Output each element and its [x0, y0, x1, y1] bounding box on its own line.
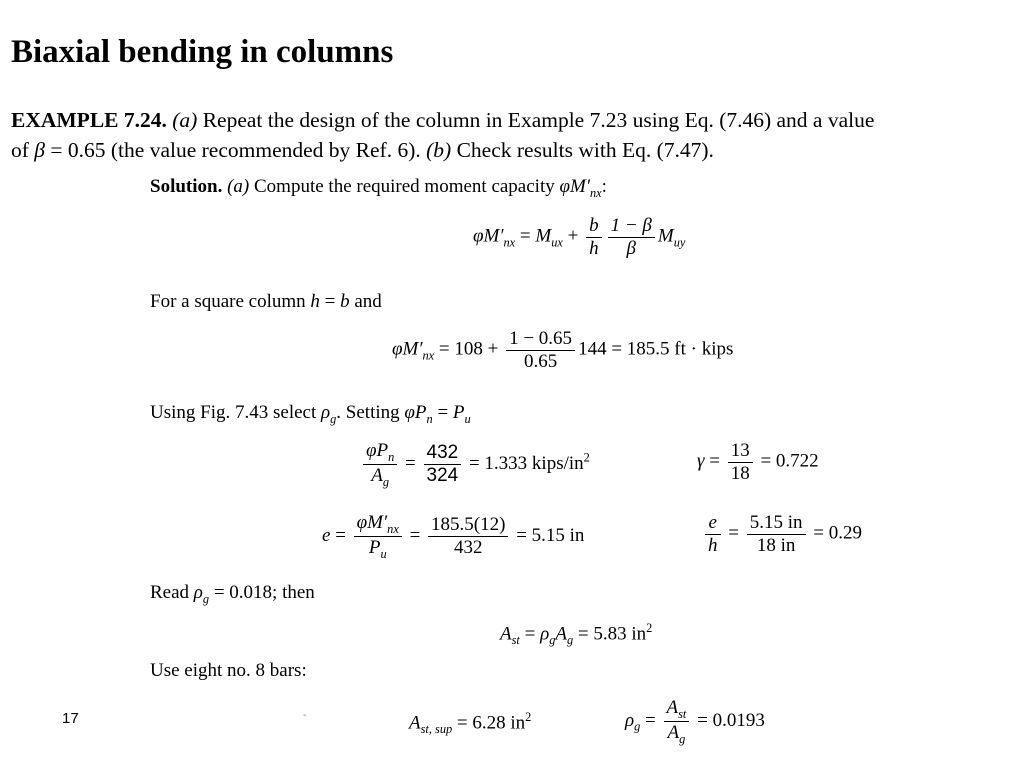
eq5-ag-sub: g: [566, 633, 574, 648]
eq4-den3: 18 in: [756, 534, 796, 556]
fraction-phi-pn-over-ag: [363, 440, 397, 489]
using-pu-sub: u: [464, 411, 471, 426]
example-part-a: (a): [172, 108, 198, 132]
eq6-num: A: [666, 697, 679, 718]
eq4-result: = 5.15 in: [511, 524, 585, 546]
eq5-a: A: [500, 623, 512, 645]
eq6-den-sub: g: [679, 731, 686, 746]
square-text2: and: [349, 291, 382, 312]
eq3-result: = 1.333 kips/in: [464, 452, 584, 474]
fraction-b-over-h: [586, 215, 602, 260]
equation-gamma: [697, 440, 819, 485]
equation-steel-supplied: [409, 710, 531, 737]
eq4-e: e: [322, 524, 331, 546]
solution-phi-m: φM′: [559, 176, 590, 197]
eq2-lhs-sub: nx: [422, 348, 435, 363]
eq4-den1-wrap: [354, 537, 402, 561]
eq6-result2: = 0.0193: [692, 709, 765, 731]
solution-label: Solution.: [150, 176, 223, 197]
gamma-result: = 0.722: [755, 450, 819, 472]
eq6-result-sup: 2: [525, 710, 532, 724]
equation-rho-supplied: [625, 697, 765, 746]
using-phi-p: φP: [404, 402, 427, 423]
using-equals: =: [432, 402, 453, 423]
eq2-result: 144 = 185.5 ft · kips: [578, 338, 734, 360]
eq3-num2: 432: [424, 442, 462, 465]
using-pu: P: [452, 402, 465, 423]
square-h: h: [310, 291, 320, 312]
equation-stress: [360, 440, 590, 489]
eq5-eq: =: [519, 623, 541, 645]
eq1-mux-sub: ux: [551, 235, 563, 250]
eq3-num1: φP: [366, 440, 389, 461]
eq6-den: A: [667, 721, 680, 743]
gamma-symbol: γ: [697, 450, 705, 472]
solution-phi-m-sub: nx: [589, 185, 602, 200]
fraction-one-minus-beta: [608, 215, 655, 260]
eq2-num: 1 − 0.65: [506, 328, 575, 351]
example-line1-text: Repeat the design of the column in Example 7.23 using Eq. (7.46) and a value: [197, 108, 875, 132]
fraction-432-over-324: [424, 442, 462, 487]
eq5-ag: A: [555, 623, 567, 645]
eq4-eq1: =: [330, 524, 351, 546]
eq5-result-sup: 2: [646, 621, 653, 635]
fraction-ast-over-ag: [664, 697, 690, 746]
gamma-num: 13: [728, 440, 753, 463]
read-text1: Read: [150, 582, 194, 603]
eq5-result: = 5.83 in: [573, 623, 647, 645]
eq6-a-sub: st, sup: [420, 722, 453, 737]
eq3-den1-sub: g: [382, 474, 390, 489]
eq4-num1-sub: nx: [387, 521, 399, 536]
eq6-eq: =: [640, 709, 661, 731]
using-text2: . Setting: [336, 402, 405, 423]
eq1-muy-sub: uy: [673, 235, 686, 250]
example-line-2: [11, 138, 714, 163]
eq3-eq: =: [400, 452, 421, 474]
eq4-den2: 432: [453, 536, 483, 558]
fraction-phi-mnx-over-pu: [354, 512, 402, 561]
eq5-rho-sub: g: [549, 633, 556, 648]
eq6-rho-sub: g: [634, 719, 641, 734]
example-part-b: (b): [426, 138, 452, 162]
solution-text: Compute the required moment capacity: [249, 176, 560, 197]
eq1-muy: M: [657, 225, 674, 247]
eq4-eq3: =: [723, 522, 744, 544]
equation-e-over-h: [702, 512, 862, 557]
frac-one-minus-beta: 1 − β: [608, 215, 655, 238]
using-rho: ρ: [321, 402, 331, 423]
read-rho: ρ: [193, 582, 203, 603]
eq4-den1: P: [368, 536, 381, 558]
eq4-result2: = 0.29: [808, 522, 862, 544]
eq4-num2: 185.5(12): [428, 514, 508, 537]
eq3-den2: 324: [426, 464, 459, 486]
beta-symbol: β: [34, 138, 46, 162]
eq4-e2: e: [705, 512, 721, 535]
eq6-num-sub: st: [678, 706, 687, 721]
equation-moment-value: [392, 328, 733, 373]
fraction-e-over-h: [705, 512, 721, 557]
fraction-515-over-18: [747, 512, 806, 557]
square-b: b: [340, 291, 350, 312]
gamma-den: 18: [730, 462, 750, 484]
footer-mark: -: [303, 710, 307, 721]
example-label: EXAMPLE 7.24.: [11, 108, 167, 132]
using-text1: Using Fig. 7.43 select: [150, 402, 321, 423]
eq1-equals: =: [515, 225, 536, 247]
eq5-rho: ρ: [540, 623, 550, 645]
eq6-a: A: [409, 712, 421, 734]
eq1-lhs-sub: nx: [503, 235, 516, 250]
eq5-a-sub: st: [511, 633, 520, 648]
eq6-result: = 6.28 in: [452, 712, 526, 734]
using-phi-p-sub: n: [426, 411, 433, 426]
frac-b: b: [586, 215, 602, 238]
eq4-num1-wrap: [354, 512, 402, 537]
read-line: [150, 582, 315, 607]
square-column-line: [150, 291, 382, 313]
example-line2-end: Check results with Eq. (7.47).: [451, 138, 714, 162]
read-rho-sub: g: [202, 591, 210, 606]
eq4-num1: φM′: [356, 512, 388, 533]
solution-part-a: (a): [227, 176, 250, 197]
eq2-lhs: φM′: [392, 338, 423, 360]
page-title: Biaxial bending in columns: [11, 34, 394, 70]
use-bars-line: Use eight no. 8 bars:: [150, 660, 307, 681]
eq6-den-wrap: [664, 722, 690, 746]
solution-colon: :: [601, 176, 607, 197]
eq4-den1-sub: u: [380, 546, 387, 561]
using-rho-sub: g: [330, 411, 337, 426]
eq6-num-wrap: [664, 697, 690, 722]
example-line2-eq: = 0.65 (the value recommended by Ref. 6).: [45, 138, 427, 162]
equation-moment-capacity: [473, 215, 685, 260]
eq3-num1-sub: n: [388, 449, 395, 464]
frac-beta: β: [626, 237, 636, 259]
page-number: 17: [62, 710, 79, 727]
eq6-rho: ρ: [625, 709, 635, 731]
eq3-den1: A: [371, 464, 383, 486]
using-line: [150, 402, 471, 427]
eq4-num3: 5.15 in: [747, 512, 806, 535]
eq1-mux: M: [535, 225, 552, 247]
eq2-eq: = 108 +: [434, 338, 504, 360]
solution-line: [150, 176, 607, 201]
eq1-plus: +: [562, 225, 584, 247]
fraction-13-over-18: [728, 440, 753, 485]
read-text2: = 0.018; then: [209, 582, 315, 603]
example-line-1: [11, 108, 874, 133]
eq3-result-sup: 2: [583, 450, 590, 465]
equation-steel-area: [500, 621, 652, 648]
equation-eccentricity: [322, 512, 584, 561]
eq3-den1-wrap: [363, 465, 397, 489]
fraction-185-over-432: [428, 514, 508, 559]
eq3-num1-wrap: [363, 440, 397, 465]
fraction-beta-value: [506, 328, 575, 373]
eq2-den: 0.65: [523, 350, 558, 372]
eq4-eq2: =: [404, 524, 426, 546]
gamma-eq: =: [704, 450, 725, 472]
square-equals: =: [319, 291, 341, 312]
eq1-lhs: φM′: [473, 225, 504, 247]
frac-h: h: [589, 237, 599, 259]
eq4-h2: h: [708, 534, 718, 556]
example-line2-start: of: [11, 138, 35, 162]
square-text1: For a square column: [150, 291, 311, 312]
